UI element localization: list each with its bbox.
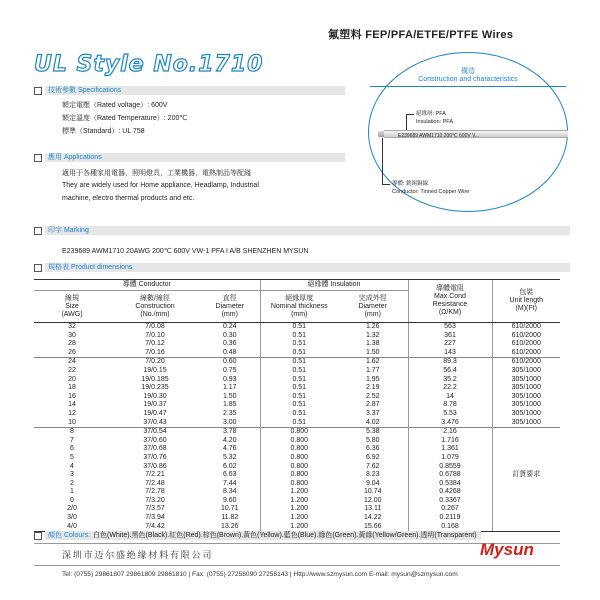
table-cell: 37/0.68 [143, 445, 167, 453]
table-cell: 19/0.37 [143, 401, 167, 409]
colours-text: 白色(White).黑色(Black).紅色(Red).棕色(Brown).黃色(Yellow).藍色(Blue).綠色(Green).黃綠(Yellow/Green).透明(Transparent) [93, 531, 481, 540]
table-cell: 0 [70, 496, 74, 504]
insulation-pointer-tick [406, 114, 414, 115]
table-cell: 5.32 [222, 453, 237, 461]
table-cell: 0.5384 [408, 480, 492, 489]
table-cell: 0.36 [222, 340, 237, 348]
table-cell: 563 [408, 323, 492, 332]
table-cell: 0.51 [260, 393, 338, 402]
table-cell: 7/4.42 [110, 523, 200, 532]
table-cell: 1.50 [365, 348, 380, 356]
insulation-label-en: Insulation: PFA [416, 119, 453, 125]
insulation-group-header: 絕緣體 Insulation [260, 280, 408, 291]
table-cell: 305/1000 [492, 367, 560, 376]
conductor-label-cn: 導體: 鍍錫銅線 [392, 181, 429, 187]
table-cell: 0.800 [260, 463, 338, 472]
table-cell [492, 480, 560, 489]
table-cell: 1.716 [408, 437, 492, 446]
table-cell: 37/0.86 [143, 462, 167, 470]
dimensions-section-bar [34, 263, 570, 272]
table-cell: 4/0 [34, 523, 110, 532]
insulation-label-cn: 絕緣層: PFA [416, 111, 446, 117]
size-header: 線規 Size (AWG) [34, 291, 110, 323]
table-row [34, 393, 560, 402]
table-cell: 0.30 [222, 331, 237, 339]
table-cell: 3.00 [222, 418, 237, 426]
dimensions-table [34, 279, 560, 532]
table-cell: 22 [68, 366, 76, 374]
colours-section-bar [34, 531, 481, 540]
table-cell: 7/3.94 [145, 514, 165, 522]
table-cell: 227 [408, 340, 492, 349]
table-cell: 305/1000 [492, 393, 560, 402]
table-cell: 305/1000 [492, 419, 560, 428]
marking-text: E239689 AWM1710 20AWG 200℃ 600V VW-1 PFA I A/B SHENZHEN MYSUN [62, 248, 309, 255]
table-cell: 0.51 [260, 367, 338, 376]
table-row [34, 367, 560, 376]
table-cell: 1.38 [365, 340, 380, 348]
diagram-title-en: Construction and characteristics [418, 76, 518, 83]
table-cell: 6.92 [365, 453, 380, 461]
table-cell: 8 [34, 428, 110, 437]
section-checkbox-icon [34, 154, 42, 162]
table-cell: 2.16 [408, 428, 492, 437]
main-title: UL Style No.1710 [34, 52, 264, 77]
table-cell: 12 [68, 409, 76, 417]
table-cell: 2 [70, 479, 74, 487]
table-cell: 7 [70, 436, 74, 444]
table-cell: 37/0.54 [110, 428, 200, 437]
insulation-diameter-header: 完成外徑 Diameter (mm) [338, 291, 408, 323]
table-cell: 3/0 [67, 514, 77, 522]
table-cell: 361 [408, 332, 492, 341]
table-cell: 0.51 [260, 410, 338, 419]
table-cell: 0.800 [260, 480, 338, 489]
table-row [34, 376, 560, 385]
specifications-label: 技術參數 Specifications [45, 86, 345, 95]
conductor-group-header: 導體 Conductor [34, 280, 260, 291]
table-cell: 14 [68, 401, 76, 409]
table-cell: 18 [68, 384, 76, 392]
conductor-pointer-tick [382, 184, 390, 185]
table-cell: 6.63 [222, 471, 237, 479]
conductor-label-en: Conductor: Tinned Copper Wire [392, 189, 470, 195]
table-row [34, 410, 560, 419]
table-cell: 4 [70, 462, 74, 470]
header-title: 氟塑料 FEP/PFA/ETFE/PTFE Wires [328, 29, 514, 41]
table-row [34, 505, 560, 514]
table-cell: 10.71 [220, 505, 239, 513]
spec-voltage: 額定電壓（Rated voltage）: 600V [62, 102, 168, 109]
table-cell: 7/0.12 [145, 340, 165, 348]
table-cell: 610/2000 [492, 349, 560, 358]
table-row [34, 480, 560, 489]
table-row [34, 471, 560, 480]
footer-divider-bottom [34, 565, 560, 566]
dimensions-table-body [34, 323, 560, 532]
spec-standard: 標準（Standard）: UL 758 [62, 128, 145, 135]
section-checkbox-icon [34, 87, 42, 95]
section-checkbox-icon [34, 532, 42, 540]
application-line-cn: 適用于各種家用電器，照明燈具，工業機器，電熱制品等配綫 [62, 170, 251, 177]
table-cell: 7/3.57 [145, 505, 165, 513]
table-cell: 4.76 [222, 445, 237, 453]
table-cell: 24 [34, 358, 110, 367]
table-cell: 6 [70, 445, 74, 453]
table-cell: 0.51 [260, 384, 338, 393]
table-cell [492, 445, 560, 454]
table-cell: 1.200 [260, 514, 338, 523]
table-cell: 10.74 [363, 488, 382, 496]
table-cell: 14.22 [363, 514, 382, 522]
table-cell: 1.17 [222, 384, 237, 392]
dimensions-label: 規格表 Product dimensions [45, 263, 570, 272]
table-cell: 37/0.60 [143, 436, 167, 444]
specifications-section-bar [34, 86, 345, 95]
table-cell: 0.51 [260, 323, 338, 332]
table-cell: 6.02 [222, 462, 237, 470]
table-cell: 13.11 [364, 505, 382, 513]
table-cell: 0.6788 [408, 471, 492, 480]
spec-temperature: 額定溫度（Rated Temperature）: 200℃ [62, 115, 188, 122]
table-cell: 3.37 [365, 409, 380, 417]
table-cell: 37/0.76 [143, 453, 167, 461]
table-cell [492, 463, 560, 472]
table-cell: 2.19 [365, 384, 380, 392]
table-cell: 7/0.20 [110, 358, 200, 367]
table-cell: 0.3367 [408, 497, 492, 506]
table-cell: 4.02 [365, 418, 380, 426]
table-cell: 3.476 [408, 419, 492, 428]
table-row [34, 445, 560, 454]
table-cell: 305/1000 [492, 376, 560, 385]
table-cell [492, 505, 560, 514]
applications-section-bar [34, 153, 345, 162]
table-cell: 4.20 [222, 436, 237, 444]
table-cell: 0.168 [408, 523, 492, 532]
table-cell: 0.800 [260, 454, 338, 463]
table-cell: 19/0.15 [143, 366, 167, 374]
table-cell [492, 428, 560, 437]
table-cell: 610/2000 [492, 323, 560, 332]
table-cell: 0.2119 [408, 514, 492, 523]
table-row [34, 340, 560, 349]
table-cell: 56.4 [408, 367, 492, 376]
table-cell: 0.75 [222, 366, 237, 374]
section-checkbox-icon [34, 264, 42, 272]
table-cell: 7/2.48 [145, 479, 165, 487]
marking-section-bar [34, 226, 570, 235]
table-cell: 610/2000 [492, 358, 560, 367]
table-cell: 19/0.185 [141, 375, 169, 383]
table-cell: 0.8559 [408, 463, 492, 472]
table-cell: 37/0.43 [143, 418, 167, 426]
table-cell: 8.23 [365, 471, 380, 479]
table-row [34, 514, 560, 523]
table-cell: 610/2000 [492, 340, 560, 349]
table-cell: 0.51 [260, 419, 338, 428]
table-row [34, 349, 560, 358]
table-cell: 1.079 [408, 454, 492, 463]
mysun-logo: Mysun [480, 540, 534, 559]
table-row [34, 358, 560, 367]
table-cell: 9.04 [365, 479, 380, 487]
table-cell: 6.36 [365, 445, 380, 453]
table-cell: 26 [68, 348, 76, 356]
table-cell: 16 [68, 392, 76, 400]
table-cell: 7/2.78 [145, 488, 165, 496]
table-cell: 3.78 [200, 428, 260, 437]
table-cell: 0.51 [260, 376, 338, 385]
table-row [34, 323, 560, 332]
company-name: 深圳市迈尔盛绝缘材料有限公司 [62, 551, 214, 561]
table-cell: 7/3.20 [145, 496, 165, 504]
table-cell: 1.361 [408, 445, 492, 454]
table-cell: 2.35 [222, 409, 237, 417]
table-cell: 28 [68, 340, 76, 348]
table-cell: 1.200 [260, 523, 338, 532]
table-cell: 5.53 [408, 410, 492, 419]
table-cell: 1.26 [365, 323, 380, 330]
table-cell: 2.87 [365, 401, 380, 409]
diagram-title-cn: 構造 [461, 68, 475, 75]
table-row [34, 419, 560, 428]
table-cell: 305/1000 [492, 410, 560, 419]
marking-label: 印字 Marking [45, 226, 570, 235]
table-row [34, 428, 560, 437]
table-cell: 0.51 [260, 349, 338, 358]
table-cell [492, 437, 560, 446]
table-cell: 13.26 [200, 523, 260, 532]
table-cell: 0.60 [200, 358, 260, 367]
table-row [34, 437, 560, 446]
table-cell [492, 497, 560, 506]
table-cell: 10 [68, 418, 76, 426]
table-cell: 30 [68, 331, 76, 339]
cable-print-text: E239689 AWM1710 200℃ 600V V... [398, 133, 480, 139]
table-cell: 1 [70, 488, 74, 496]
table-cell: 19/0.30 [143, 392, 167, 400]
table-cell: 1.200 [260, 488, 338, 497]
table-cell: 0.51 [260, 332, 338, 341]
conductor-diameter-header: 直徑 Diameter (mm) [200, 291, 260, 323]
table-cell: 0.24 [222, 323, 237, 330]
insulation-pointer [406, 114, 407, 131]
table-cell: 143 [408, 349, 492, 358]
colours-label: 顏色 Colours: [45, 531, 93, 540]
diagram-divider [370, 86, 566, 87]
table-cell: 1.62 [338, 358, 408, 367]
table-row [34, 401, 560, 410]
table-cell: 1.200 [260, 505, 338, 514]
table-cell: 0.800 [260, 471, 338, 480]
table-row [34, 463, 560, 472]
table-cell: 0.93 [222, 375, 237, 383]
table-cell: 0.48 [222, 348, 237, 356]
table-cell: 0.267 [408, 505, 492, 514]
table-cell: 35.2 [408, 376, 492, 385]
thickness-header: 絕緣厚度 Nominal thickness (mm) [260, 291, 338, 323]
table-cell: 0.800 [260, 437, 338, 446]
table-cell: 0.51 [260, 358, 338, 367]
table-cell: 22.2 [408, 384, 492, 393]
table-cell: 9.60 [222, 496, 237, 504]
construction-diagram [368, 52, 568, 212]
conductor-pointer [382, 138, 383, 184]
table-cell: 1.85 [222, 401, 237, 409]
resistance-header: 導體電阻 Max.Cond Resistance (Ω/KM) [408, 280, 492, 323]
table-row [34, 332, 560, 341]
application-line-en-2: machine, electro thermal products and etc. [62, 195, 195, 202]
table-cell: 8.78 [408, 401, 492, 410]
table-cell: 0.51 [260, 340, 338, 349]
table-cell: 32 [68, 323, 76, 330]
table-cell: 7/0.10 [145, 331, 165, 339]
table-cell: 610/2000 [492, 332, 560, 341]
table-cell: 20 [68, 375, 76, 383]
table-cell: 5.38 [338, 428, 408, 437]
table-cell: 1.32 [365, 331, 380, 339]
table-cell: 12.00 [363, 496, 382, 504]
table-cell: 訂貨要求 [492, 471, 560, 480]
table-cell: 1.95 [365, 375, 380, 383]
table-cell [492, 523, 560, 532]
application-line-en-1: They are widely used for Home appliance, Headlamp, Industrial [62, 182, 259, 189]
table-cell: 89.3 [408, 358, 492, 367]
table-cell: 5.80 [365, 436, 380, 444]
table-cell: 7/0.16 [145, 348, 165, 356]
table-cell: 1.77 [365, 366, 380, 374]
table-cell: 305/1000 [492, 401, 560, 410]
table-cell: 7/2.21 [145, 471, 165, 479]
table-row [34, 384, 560, 393]
table-cell: 19/0.47 [143, 409, 167, 417]
table-cell [492, 514, 560, 523]
table-cell: 7.62 [365, 462, 380, 470]
table-cell: 2.52 [365, 392, 380, 400]
table-cell: 3 [70, 471, 74, 479]
table-cell: 2/0 [67, 505, 77, 513]
table-cell: 7.44 [222, 479, 237, 487]
table-cell: 11.82 [221, 514, 239, 522]
table-cell: 0.51 [260, 401, 338, 410]
table-cell: 14 [408, 393, 492, 402]
table-cell [492, 488, 560, 497]
table-row [34, 454, 560, 463]
table-row [34, 497, 560, 506]
table-cell: 305/1000 [492, 384, 560, 393]
table-cell: 1.200 [260, 497, 338, 506]
table-cell: 15.66 [338, 523, 408, 532]
table-cell: 0.800 [260, 428, 338, 437]
construction-header: 線數/線徑 Construction (No./mm) [110, 291, 200, 323]
contact-info: Tel: (0755) 29861807 29861809 29861810 | Fax: (0755) 27258090 27258143 | Http://www.szmysun.com E-mail: mysun@szmysun.com [62, 571, 458, 578]
table-cell: 7/0.08 [145, 323, 165, 330]
table-cell: 8.34 [222, 488, 237, 496]
table-cell: 0.4268 [408, 488, 492, 497]
table-cell: 19/0.235 [141, 384, 169, 392]
table-cell: 0.800 [260, 445, 338, 454]
applications-label: 應用 Applications [45, 153, 345, 162]
table-row [34, 488, 560, 497]
packing-header: 包裝 Unit length (M)(Ft) [492, 280, 560, 323]
table-cell: 5 [70, 453, 74, 461]
section-checkbox-icon [34, 227, 42, 235]
table-cell: 1.50 [222, 392, 237, 400]
table-cell [492, 454, 560, 463]
